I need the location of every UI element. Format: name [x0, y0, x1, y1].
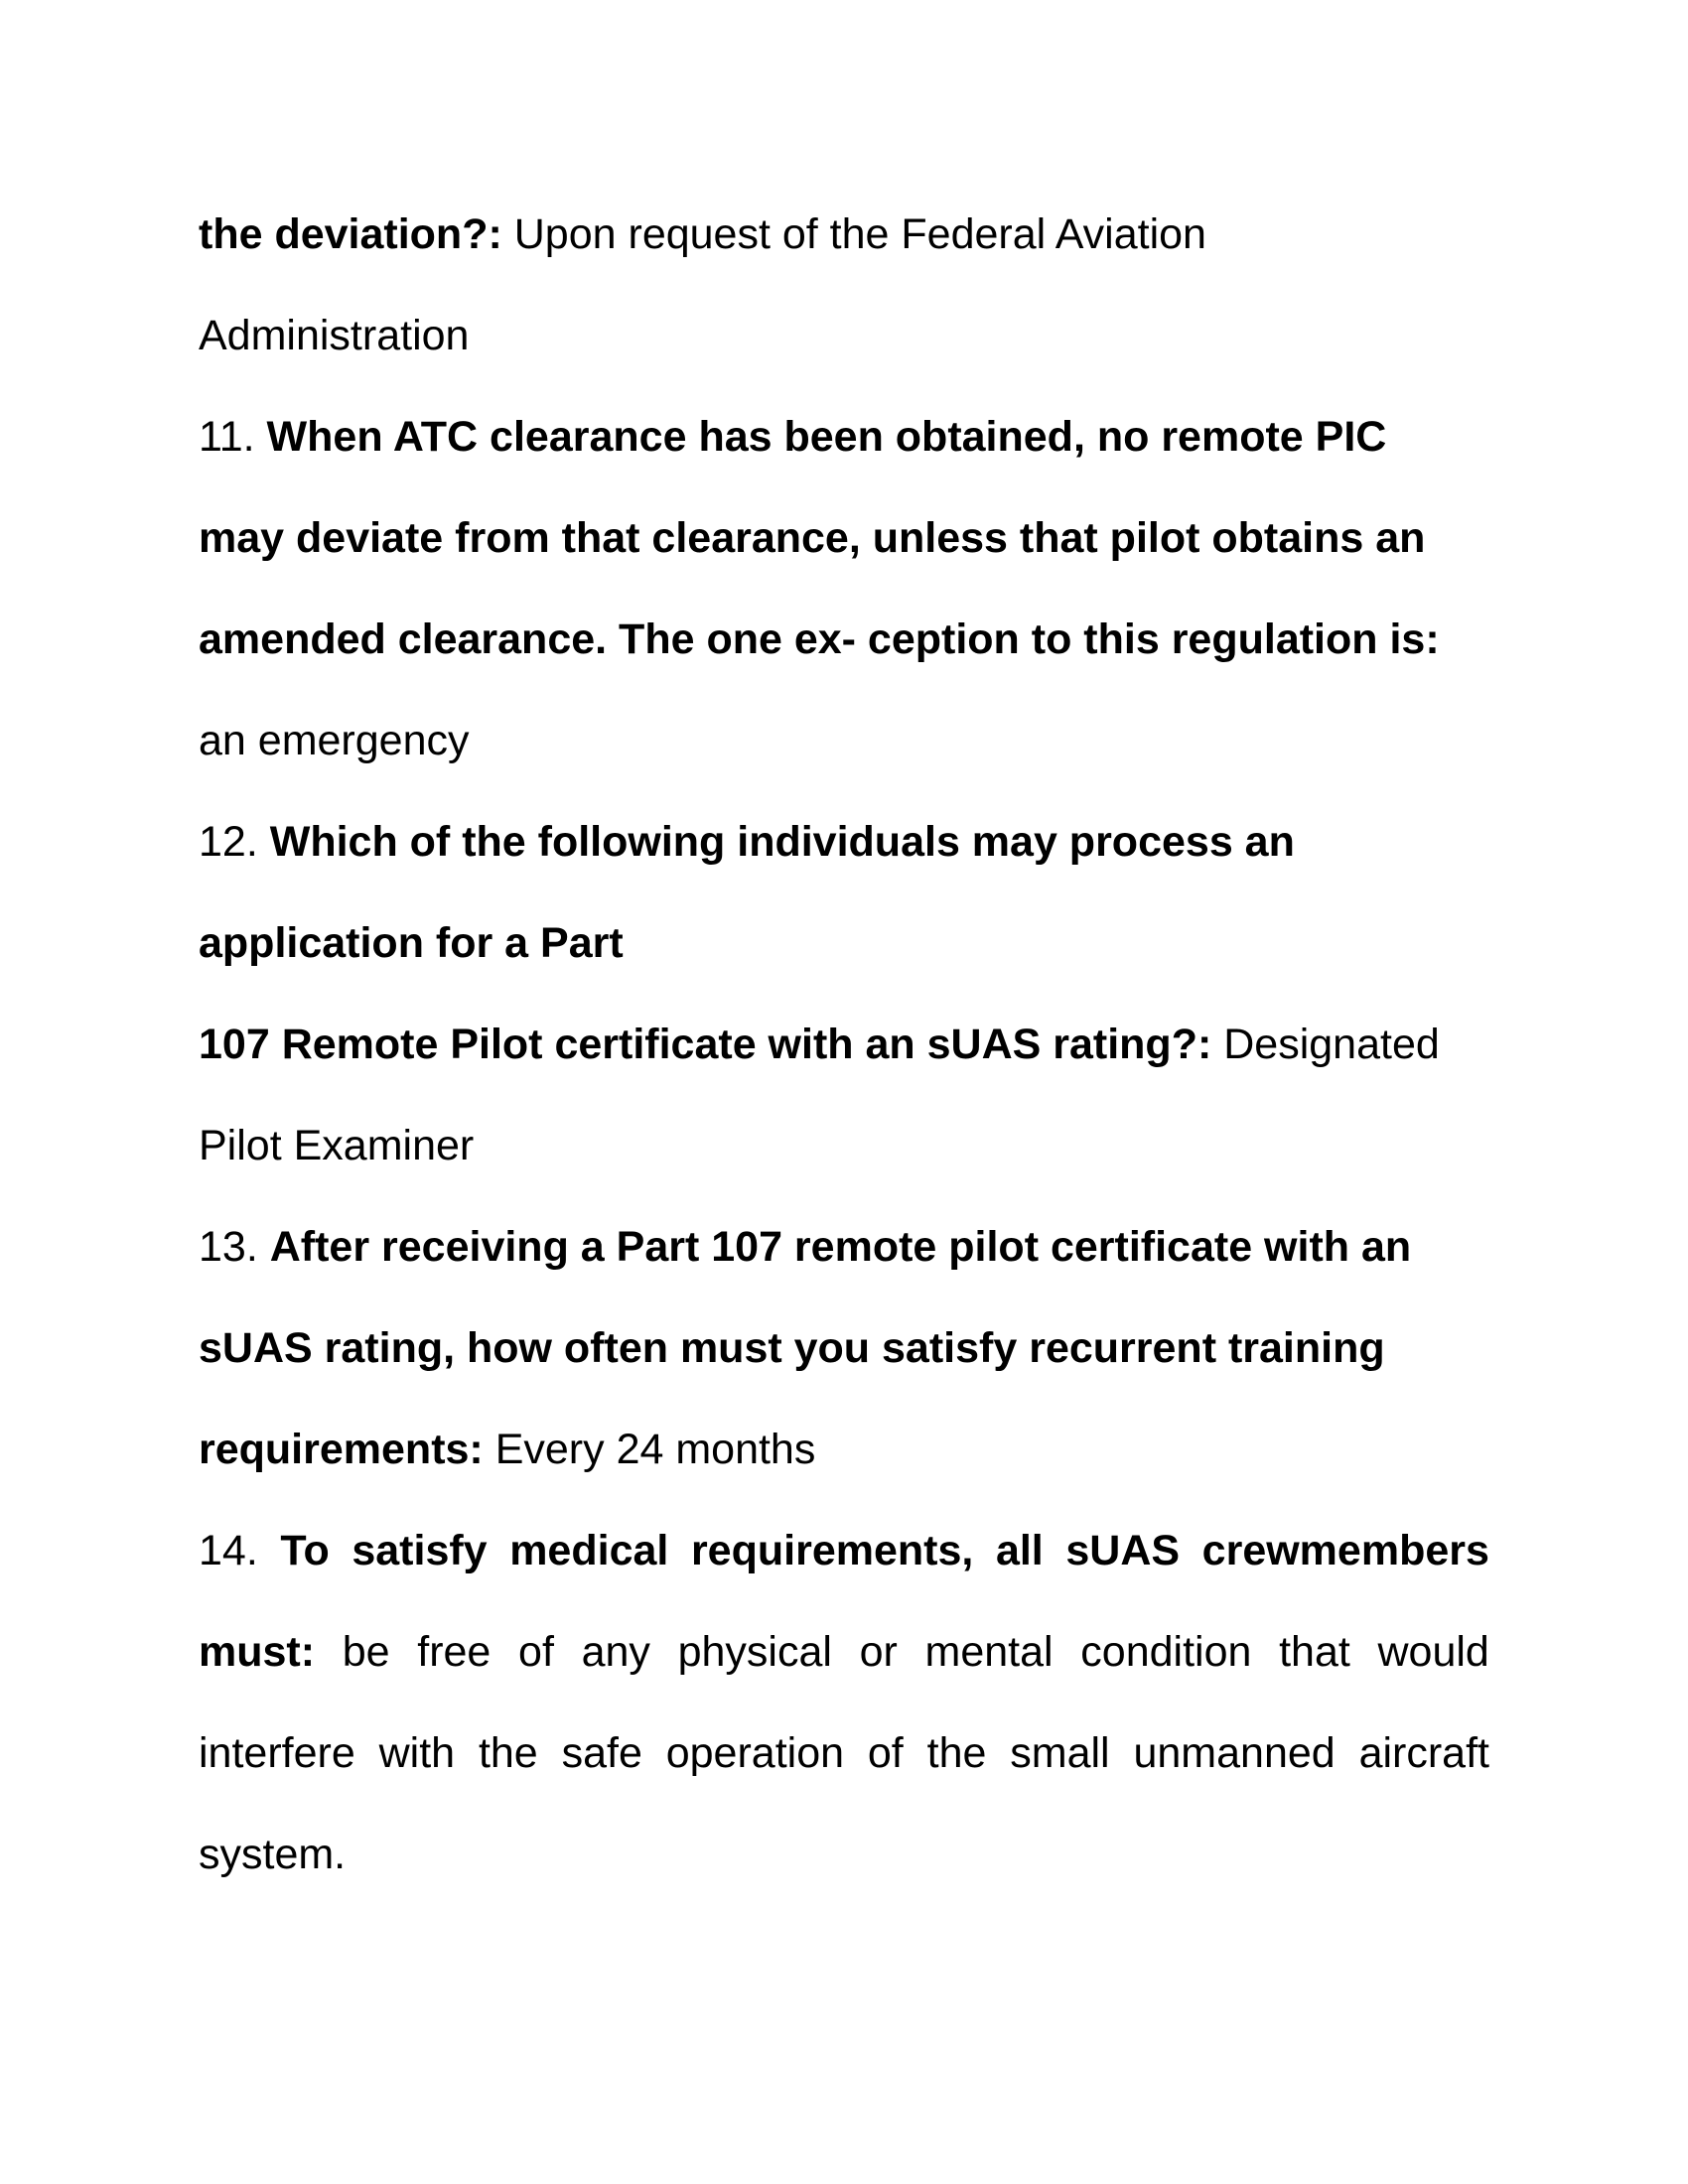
item14-word: the	[478, 1729, 538, 1777]
item13-answer: Every 24 months	[494, 1426, 816, 1473]
item14-word: sUAS	[1065, 1527, 1181, 1574]
item14-word: all	[995, 1527, 1044, 1574]
item14-answer-line3: system.	[199, 1831, 347, 1878]
item14-word: would	[1377, 1628, 1489, 1676]
item13-line3	[199, 1399, 1489, 1500]
item14-word: free	[417, 1628, 492, 1676]
item14-word: condition	[1080, 1628, 1252, 1676]
item10-question-tail: the deviation?:	[199, 210, 502, 258]
item12-line1	[199, 791, 1489, 892]
item11-question-line3: amended clearance. The one ex- ception to this regulation is:	[199, 615, 1440, 663]
item10-answer-part1: Upon request of the Federal Aviation	[513, 210, 1206, 258]
item14-word: be	[342, 1628, 390, 1676]
item11-answer: an emergency	[199, 717, 470, 764]
item14-word: small	[1010, 1729, 1110, 1777]
item14-word: of	[518, 1628, 554, 1676]
item10-line1	[199, 184, 1489, 285]
item14-word: with	[378, 1729, 456, 1777]
item11-question-line2: may deviate from that clearance, unless that pilot obtains an	[199, 514, 1426, 562]
item12-number: 12.	[199, 818, 258, 866]
item14-question-line2: must:	[199, 1628, 316, 1676]
item13-line1	[199, 1196, 1489, 1297]
item12-line3	[199, 994, 1489, 1095]
item14-word: To	[280, 1527, 330, 1574]
document-page	[199, 184, 1489, 1905]
item14-word: satisfy	[352, 1527, 488, 1574]
item14-line1	[199, 1500, 1489, 1601]
item14-word: mental	[924, 1628, 1054, 1676]
item10-line2	[199, 285, 1489, 386]
item14-word: any	[581, 1628, 650, 1676]
item14-word: operation	[665, 1729, 845, 1777]
item10-answer-part2: Administration	[199, 312, 470, 359]
item13-number: 13.	[199, 1223, 258, 1271]
item14-word: requirements,	[690, 1527, 974, 1574]
item11-question-line1: When ATC clearance has been obtained, no remote PIC	[266, 413, 1387, 461]
item12-question-line2: application for a Part	[199, 919, 624, 967]
item14-word: medical	[509, 1527, 669, 1574]
item12-answer-part2: Pilot Examiner	[199, 1122, 475, 1169]
item14-word: unmanned	[1133, 1729, 1336, 1777]
item13-question-line1: After receiving a Part 107 remote pilot certificate with an	[269, 1223, 1412, 1271]
item14-word: safe	[561, 1729, 642, 1777]
item13-question-line2: sUAS rating, how often must you satisfy recurrent training	[199, 1324, 1385, 1372]
item11-line1	[199, 386, 1489, 487]
item12-answer-part1: Designated	[1223, 1021, 1440, 1068]
item11-number: 11.	[199, 413, 255, 461]
item14-word: interfere	[199, 1729, 355, 1777]
item14-word: of	[867, 1729, 904, 1777]
item14-word: crewmembers	[1201, 1527, 1489, 1574]
item14-line2	[199, 1601, 1489, 1703]
item14-line3	[199, 1703, 1489, 1804]
item14-word: physical	[677, 1628, 832, 1676]
item14-word: or	[859, 1628, 898, 1676]
item12-question-line1: Which of the following individuals may process an	[269, 818, 1295, 866]
item14-number: 14.	[199, 1527, 258, 1574]
item14-word: the	[926, 1729, 987, 1777]
item13-question-line3: requirements:	[199, 1426, 484, 1473]
item12-question-line3: 107 Remote Pilot certificate with an sUAS rating?:	[199, 1021, 1212, 1068]
item14-word: that	[1279, 1628, 1350, 1676]
item14-word: aircraft	[1358, 1729, 1489, 1777]
